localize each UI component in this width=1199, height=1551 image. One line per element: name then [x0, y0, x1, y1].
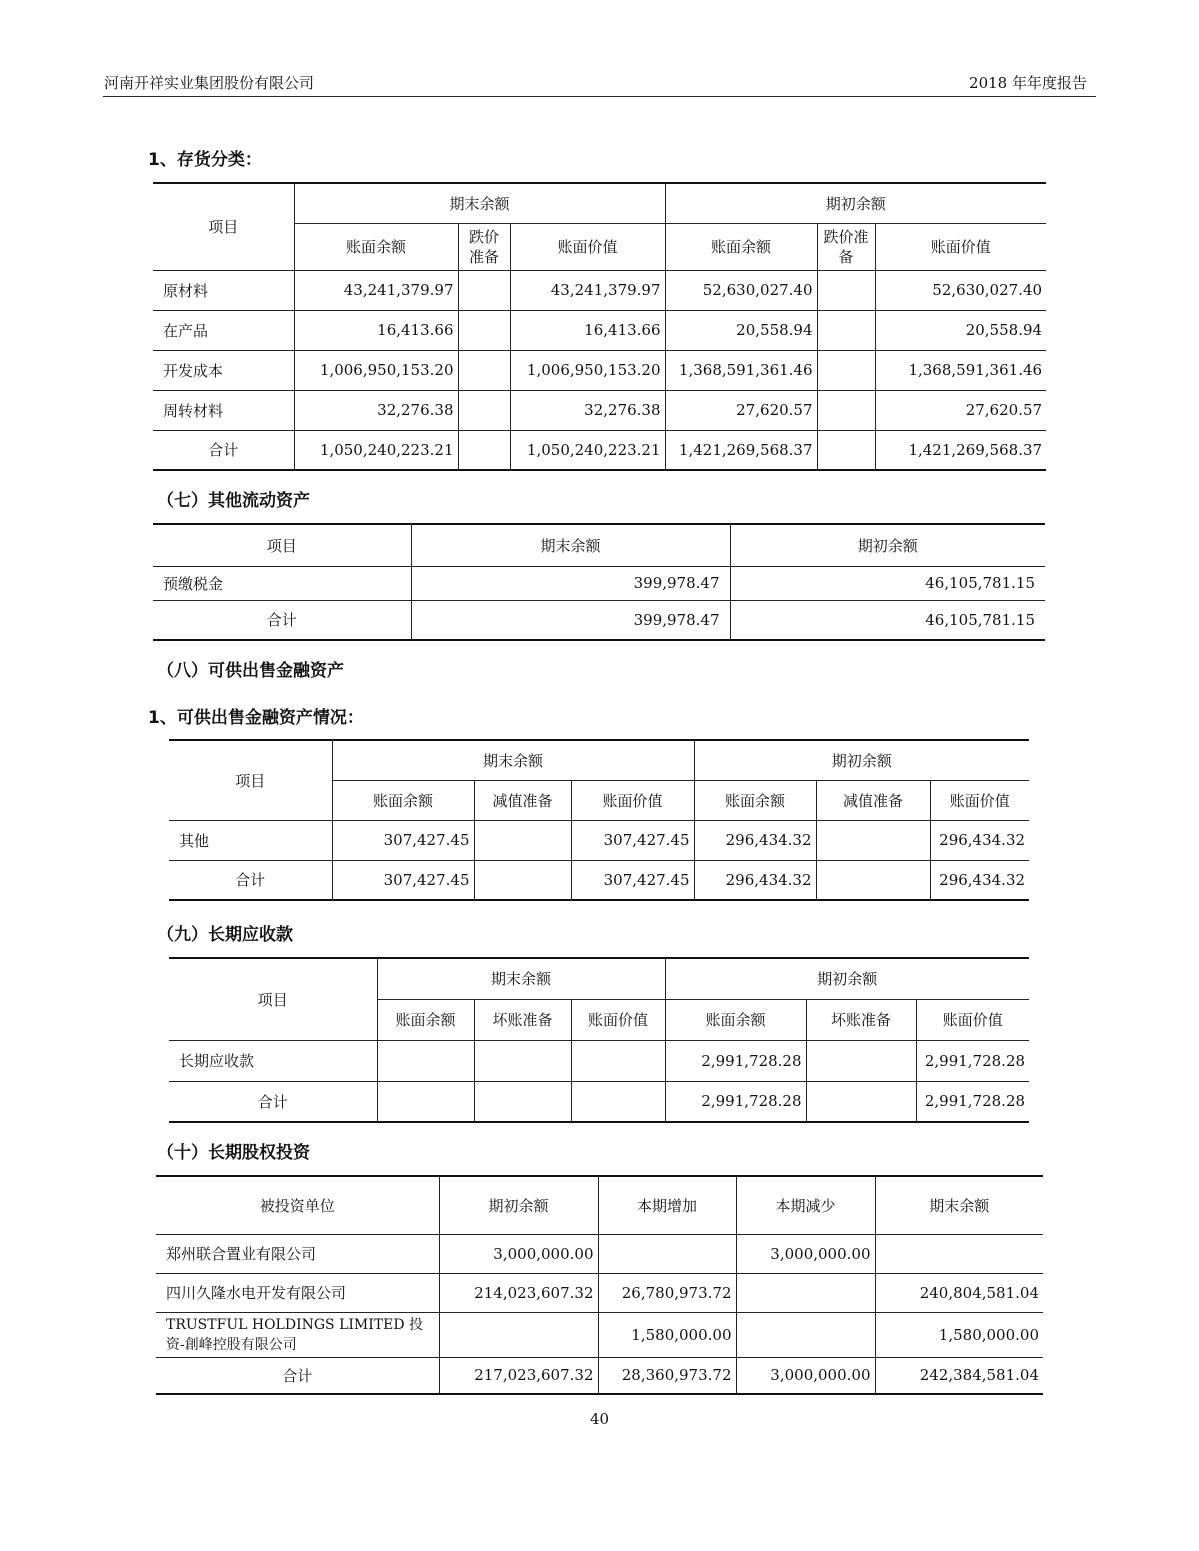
row-label: 在产品 — [153, 310, 294, 350]
cell — [458, 310, 510, 350]
cell: 296,434.32 — [930, 860, 1029, 900]
inventory-sub-header: 账面价值 — [875, 223, 1046, 270]
cell — [458, 350, 510, 390]
table-row-total — [153, 430, 1046, 470]
cell — [817, 270, 875, 310]
cell: 1,580,000.00 — [875, 1312, 1043, 1357]
afs-group-end: 期末余额 — [332, 740, 694, 780]
cell: 43,241,379.97 — [510, 270, 665, 310]
cell: 27,620.57 — [875, 390, 1046, 430]
cell — [806, 1081, 916, 1122]
table-row — [153, 350, 1046, 390]
cell: 32,276.38 — [510, 390, 665, 430]
col-header: 期初余额 — [730, 524, 1045, 566]
table-row-total — [169, 860, 1029, 900]
cell: 2,991,728.28 — [665, 1081, 806, 1122]
cell: 2,991,728.28 — [916, 1081, 1029, 1122]
cell: 399,978.47 — [411, 566, 730, 600]
lt-receivable-sub-header: 账面价值 — [916, 999, 1029, 1040]
cell: 307,427.45 — [332, 860, 474, 900]
row-label: 开发成本 — [153, 350, 294, 390]
inventory-sub-header: 跌价准备 — [817, 223, 875, 270]
table-row-total — [153, 600, 1045, 640]
col-header: 本期增加 — [598, 1176, 736, 1234]
afs-sub-header: 账面价值 — [930, 780, 1029, 820]
cell — [474, 860, 571, 900]
cell — [474, 1040, 571, 1081]
cell — [817, 430, 875, 470]
lt-receivable-sub-header: 坏账准备 — [806, 999, 916, 1040]
inventory-group-end: 期末余额 — [294, 183, 665, 223]
cell — [817, 390, 875, 430]
cell: 32,276.38 — [294, 390, 458, 430]
lt-receivable-group-end: 期末余额 — [377, 958, 665, 999]
cell: 27,620.57 — [665, 390, 817, 430]
cell: 307,427.45 — [571, 860, 694, 900]
cell — [571, 1081, 665, 1122]
cell: 46,105,781.15 — [730, 566, 1045, 600]
table-row — [156, 1312, 1043, 1357]
cell: 1,006,950,153.20 — [294, 350, 458, 390]
inventory-sub-header: 账面价值 — [510, 223, 665, 270]
header-divider — [103, 96, 1096, 97]
other-current-table — [153, 523, 1045, 641]
afs-table — [169, 739, 1029, 901]
cell: 1,050,240,223.21 — [510, 430, 665, 470]
col-header: 被投资单位 — [156, 1176, 439, 1234]
table-row — [153, 310, 1046, 350]
cell — [458, 270, 510, 310]
row-label: 四川久隆水电开发有限公司 — [156, 1273, 439, 1312]
lt-receivable-table — [169, 957, 1029, 1123]
cell: 296,434.32 — [694, 860, 816, 900]
cell: 46,105,781.15 — [730, 600, 1045, 640]
cell — [377, 1040, 474, 1081]
cell: 16,413.66 — [294, 310, 458, 350]
afs-col-item: 项目 — [169, 740, 332, 820]
afs-section-title: （八）可供出售金融资产 — [157, 661, 344, 681]
afs-title: 1、可供出售金融资产情况： — [148, 708, 364, 728]
afs-sub-header: 减值准备 — [816, 780, 930, 820]
cell — [474, 1081, 571, 1122]
table-row-total — [156, 1357, 1043, 1394]
cell: 3,000,000.00 — [736, 1357, 875, 1394]
cell: 26,780,973.72 — [598, 1273, 736, 1312]
inventory-title: 1、存货分类： — [148, 150, 262, 170]
cell: 242,384,581.04 — [875, 1357, 1043, 1394]
cell: 1,006,950,153.20 — [510, 350, 665, 390]
header-report-title: 2018 年年度报告 — [969, 74, 1087, 92]
cell: 52,630,027.40 — [875, 270, 1046, 310]
cell: 43,241,379.97 — [294, 270, 458, 310]
cell: 28,360,973.72 — [598, 1357, 736, 1394]
inventory-col-item: 项目 — [153, 183, 294, 270]
cell: 2,991,728.28 — [665, 1040, 806, 1081]
afs-sub-header: 减值准备 — [474, 780, 571, 820]
cell: 20,558.94 — [875, 310, 1046, 350]
cell — [875, 1234, 1043, 1273]
col-header: 期末余额 — [875, 1176, 1043, 1234]
inventory-sub-header: 账面余额 — [294, 223, 458, 270]
table-row — [153, 270, 1046, 310]
cell: 1,368,591,361.46 — [875, 350, 1046, 390]
lt-equity-title: （十）长期股权投资 — [157, 1143, 310, 1163]
cell — [817, 350, 875, 390]
col-header: 本期减少 — [736, 1176, 875, 1234]
row-label: 周转材料 — [153, 390, 294, 430]
cell — [458, 390, 510, 430]
col-header: 期初余额 — [439, 1176, 598, 1234]
cell — [816, 820, 930, 860]
cell: 1,421,269,568.37 — [875, 430, 1046, 470]
row-label: 合计 — [156, 1357, 439, 1394]
table-row — [156, 1234, 1043, 1273]
inventory-sub-header: 跌价准备 — [458, 223, 510, 270]
lt-receivable-sub-header: 坏账准备 — [474, 999, 571, 1040]
cell: 240,804,581.04 — [875, 1273, 1043, 1312]
cell: 1,421,269,568.37 — [665, 430, 817, 470]
other-current-title: （七）其他流动资产 — [157, 491, 310, 511]
cell: 399,978.47 — [411, 600, 730, 640]
page-number: 40 — [589, 1410, 610, 1428]
cell: 2,991,728.28 — [916, 1040, 1029, 1081]
lt-equity-table — [156, 1175, 1043, 1395]
cell: 3,000,000.00 — [439, 1234, 598, 1273]
cell — [736, 1273, 875, 1312]
row-label: 其他 — [169, 820, 332, 860]
lt-receivable-sub-header: 账面余额 — [377, 999, 474, 1040]
cell — [571, 1040, 665, 1081]
cell — [806, 1040, 916, 1081]
table-row — [156, 1273, 1043, 1312]
row-label: 合计 — [153, 430, 294, 470]
col-header: 项目 — [153, 524, 411, 566]
cell: 52,630,027.40 — [665, 270, 817, 310]
cell — [598, 1234, 736, 1273]
cell — [817, 310, 875, 350]
row-label: 长期应收款 — [169, 1040, 377, 1081]
cell — [439, 1312, 598, 1357]
header-company: 河南开祥实业集团股份有限公司 — [104, 74, 315, 92]
row-label: 郑州联合置业有限公司 — [156, 1234, 439, 1273]
row-label: TRUSTFUL HOLDINGS LIMITED 投资-創峰控股有限公司 — [156, 1312, 439, 1357]
afs-sub-header: 账面价值 — [571, 780, 694, 820]
cell: 296,434.32 — [694, 820, 816, 860]
row-label: 合计 — [169, 860, 332, 900]
afs-sub-header: 账面余额 — [332, 780, 474, 820]
row-label: 原材料 — [153, 270, 294, 310]
cell — [736, 1312, 875, 1357]
inventory-group-begin: 期初余额 — [665, 183, 1046, 223]
table-row-total — [169, 1081, 1029, 1122]
row-label: 合计 — [169, 1081, 377, 1122]
table-row — [169, 1040, 1029, 1081]
cell: 214,023,607.32 — [439, 1273, 598, 1312]
inventory-table — [153, 182, 1046, 471]
cell: 307,427.45 — [571, 820, 694, 860]
afs-sub-header: 账面余额 — [694, 780, 816, 820]
lt-receivable-group-begin: 期初余额 — [665, 958, 1029, 999]
cell — [474, 820, 571, 860]
cell: 296,434.32 — [930, 820, 1029, 860]
cell — [458, 430, 510, 470]
cell: 217,023,607.32 — [439, 1357, 598, 1394]
table-row — [153, 566, 1045, 600]
afs-group-begin: 期初余额 — [694, 740, 1029, 780]
table-row — [153, 390, 1046, 430]
lt-receivable-sub-header: 账面余额 — [665, 999, 806, 1040]
col-header: 期末余额 — [411, 524, 730, 566]
table-row — [169, 820, 1029, 860]
cell: 20,558.94 — [665, 310, 817, 350]
row-label: 预缴税金 — [153, 566, 411, 600]
cell: 1,050,240,223.21 — [294, 430, 458, 470]
cell — [816, 860, 930, 900]
cell: 16,413.66 — [510, 310, 665, 350]
row-label: 合计 — [153, 600, 411, 640]
lt-receivable-col-item: 项目 — [169, 958, 377, 1040]
cell: 1,368,591,361.46 — [665, 350, 817, 390]
inventory-sub-header: 账面余额 — [665, 223, 817, 270]
cell — [377, 1081, 474, 1122]
cell: 3,000,000.00 — [736, 1234, 875, 1273]
cell: 307,427.45 — [332, 820, 474, 860]
lt-receivable-sub-header: 账面价值 — [571, 999, 665, 1040]
cell: 1,580,000.00 — [598, 1312, 736, 1357]
lt-receivable-title: （九）长期应收款 — [157, 925, 293, 945]
